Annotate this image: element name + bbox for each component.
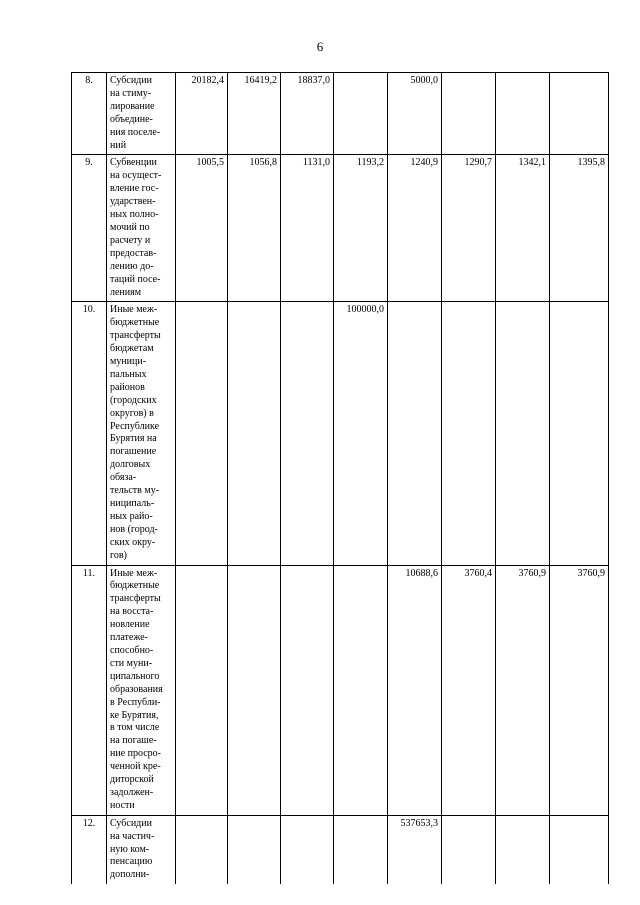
value-cell: 20182,4: [176, 73, 228, 155]
row-name: Субвенции на осущест- вление гос- ударствен- ных полно- мочий по расчету и предостав- лению до- таций посе- лениям: [107, 155, 176, 302]
value-cell: [228, 302, 281, 565]
budget-table: [71, 72, 609, 884]
value-cell: 1395,8: [550, 155, 609, 302]
value-cell: 537653,3: [388, 815, 442, 884]
value-cell: [550, 302, 609, 565]
row-name: Иные меж- бюджетные трансферты на восста- новление платеже- способно- сти муни- ципального образования в Республи- ке Бурятия, в том числе на погаше- ние просро- ченной кре- диторской задолжен- ности: [107, 565, 176, 815]
table-row: [72, 155, 609, 302]
value-cell: 3760,4: [442, 565, 496, 815]
value-cell: 1131,0: [281, 155, 334, 302]
row-number: 9.: [72, 155, 107, 302]
value-cell: 16419,2: [228, 73, 281, 155]
row-name: Субсидии на частич- ную ком- пенсацию дополни-: [107, 815, 176, 884]
value-cell: 1240,9: [388, 155, 442, 302]
value-cell: [281, 565, 334, 815]
row-number: 11.: [72, 565, 107, 815]
value-cell: 1342,1: [496, 155, 550, 302]
value-cell: [176, 815, 228, 884]
value-cell: [496, 815, 550, 884]
value-cell: 100000,0: [334, 302, 388, 565]
table-row: [72, 565, 609, 815]
value-cell: 3760,9: [550, 565, 609, 815]
value-cell: [281, 302, 334, 565]
page-number: 6: [316, 39, 324, 54]
table-row: [72, 73, 609, 155]
value-cell: [334, 73, 388, 155]
value-cell: 18837,0: [281, 73, 334, 155]
row-name: Иные меж- бюджетные трансферты бюджетам муници- пальных районов (городских округов) в Республике Бурятия на погашение долговых обяза- тельств му- ниципаль- ных райо- нов (город- ских окру- гов): [107, 302, 176, 565]
value-cell: [496, 302, 550, 565]
value-cell: 10688,6: [388, 565, 442, 815]
value-cell: [388, 302, 442, 565]
value-cell: [176, 565, 228, 815]
value-cell: 3760,9: [496, 565, 550, 815]
value-cell: [550, 73, 609, 155]
value-cell: 1193,2: [334, 155, 388, 302]
row-number: 8.: [72, 73, 107, 155]
value-cell: [281, 815, 334, 884]
row-number: 10.: [72, 302, 107, 565]
value-cell: [334, 815, 388, 884]
value-cell: [176, 302, 228, 565]
value-cell: [228, 815, 281, 884]
value-cell: [496, 73, 550, 155]
value-cell: [442, 73, 496, 155]
value-cell: [442, 302, 496, 565]
table-row: [72, 815, 609, 884]
value-cell: [228, 565, 281, 815]
value-cell: [550, 815, 609, 884]
value-cell: 5000,0: [388, 73, 442, 155]
value-cell: 1005,5: [176, 155, 228, 302]
value-cell: 1056,8: [228, 155, 281, 302]
row-number: 12.: [72, 815, 107, 884]
row-name: Субсидии на стиму- лирование объедине- ния поселе- ний: [107, 73, 176, 155]
table-row: [72, 302, 609, 565]
value-cell: 1290,7: [442, 155, 496, 302]
value-cell: [442, 815, 496, 884]
value-cell: [334, 565, 388, 815]
